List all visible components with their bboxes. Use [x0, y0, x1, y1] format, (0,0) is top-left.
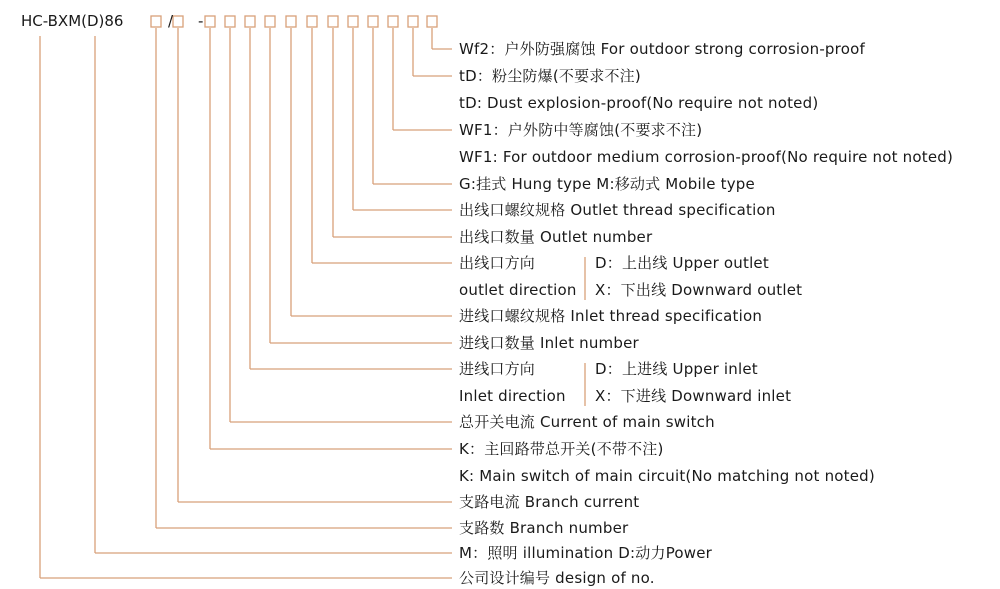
- row-label-inlet-dir-en: Inlet direction: [459, 387, 566, 405]
- code-box-8: [307, 16, 317, 27]
- row-label-wf2: Wf2：户外防强腐蚀 For outdoor strong corrosion-proof: [459, 40, 865, 58]
- row-label-design: 公司设计编号 design of no.: [459, 569, 655, 587]
- inlet-option-downward: X：下进线 Downward inlet: [595, 387, 792, 405]
- row-label-inlet-dir: 进线口方向: [459, 360, 536, 378]
- row-label-branch-current: 支路电流 Branch current: [459, 493, 640, 511]
- code-box-11: [368, 16, 378, 27]
- row-label-inlet-number: 进线口数量 Inlet number: [459, 334, 639, 352]
- outlet-option-downward: X：下出线 Downward outlet: [595, 281, 803, 299]
- row-label-wf1-en: WF1: For outdoor medium corrosion-proof(No require not noted): [459, 148, 954, 166]
- code-box-12: [388, 16, 398, 27]
- row-label-inlet-thread: 进线口螺纹规格 Inlet thread specification: [459, 307, 763, 325]
- row-label-td: tD：粉尘防爆(不要求不注): [459, 67, 641, 85]
- code-box-6: [265, 16, 275, 27]
- row-label-main-switch-en: K: Main switch of main circuit(No matching not noted): [459, 467, 875, 485]
- row-label-outlet-dir-en: outlet direction: [459, 281, 577, 299]
- code-box-13: [408, 16, 418, 27]
- code-box-3: [205, 16, 215, 27]
- row-label-outlet-thread: 出线口螺纹规格 Outlet thread specification: [459, 201, 776, 219]
- outlet-option-upper: D：上出线 Upper outlet: [595, 254, 769, 272]
- code-box-10: [348, 16, 358, 27]
- code-box-5: [245, 16, 255, 27]
- code-box-1: [151, 16, 161, 27]
- dash-separator: -: [198, 12, 204, 30]
- model-prefix: HC-BXM(D)86: [21, 12, 124, 30]
- row-label-main-switch: K：主回路带总开关(不带不注): [459, 440, 664, 458]
- row-label-branch-number: 支路数 Branch number: [459, 519, 629, 537]
- row-label-outlet-number: 出线口数量 Outlet number: [459, 228, 653, 246]
- row-label-mount: G:挂式 Hung type M:移动式 Mobile type: [459, 175, 755, 193]
- row-label-lighting: M：照明 illumination D:动力Power: [459, 544, 713, 562]
- row-label-td-en: tD: Dust explosion-proof(No require not noted): [459, 94, 819, 112]
- code-box-7: [286, 16, 296, 27]
- row-label-wf1: WF1：户外防中等腐蚀(不要求不注): [459, 121, 703, 139]
- code-box-9: [328, 16, 338, 27]
- row-label-outlet-dir: 出线口方向: [459, 254, 536, 272]
- row-label-main-current: 总开关电流 Current of main switch: [459, 413, 715, 431]
- slash-separator: /: [168, 12, 174, 30]
- code-box-2: [173, 16, 183, 27]
- code-box-4: [225, 16, 235, 27]
- inlet-option-upper: D：上进线 Upper inlet: [595, 360, 758, 378]
- code-box-14: [427, 16, 437, 27]
